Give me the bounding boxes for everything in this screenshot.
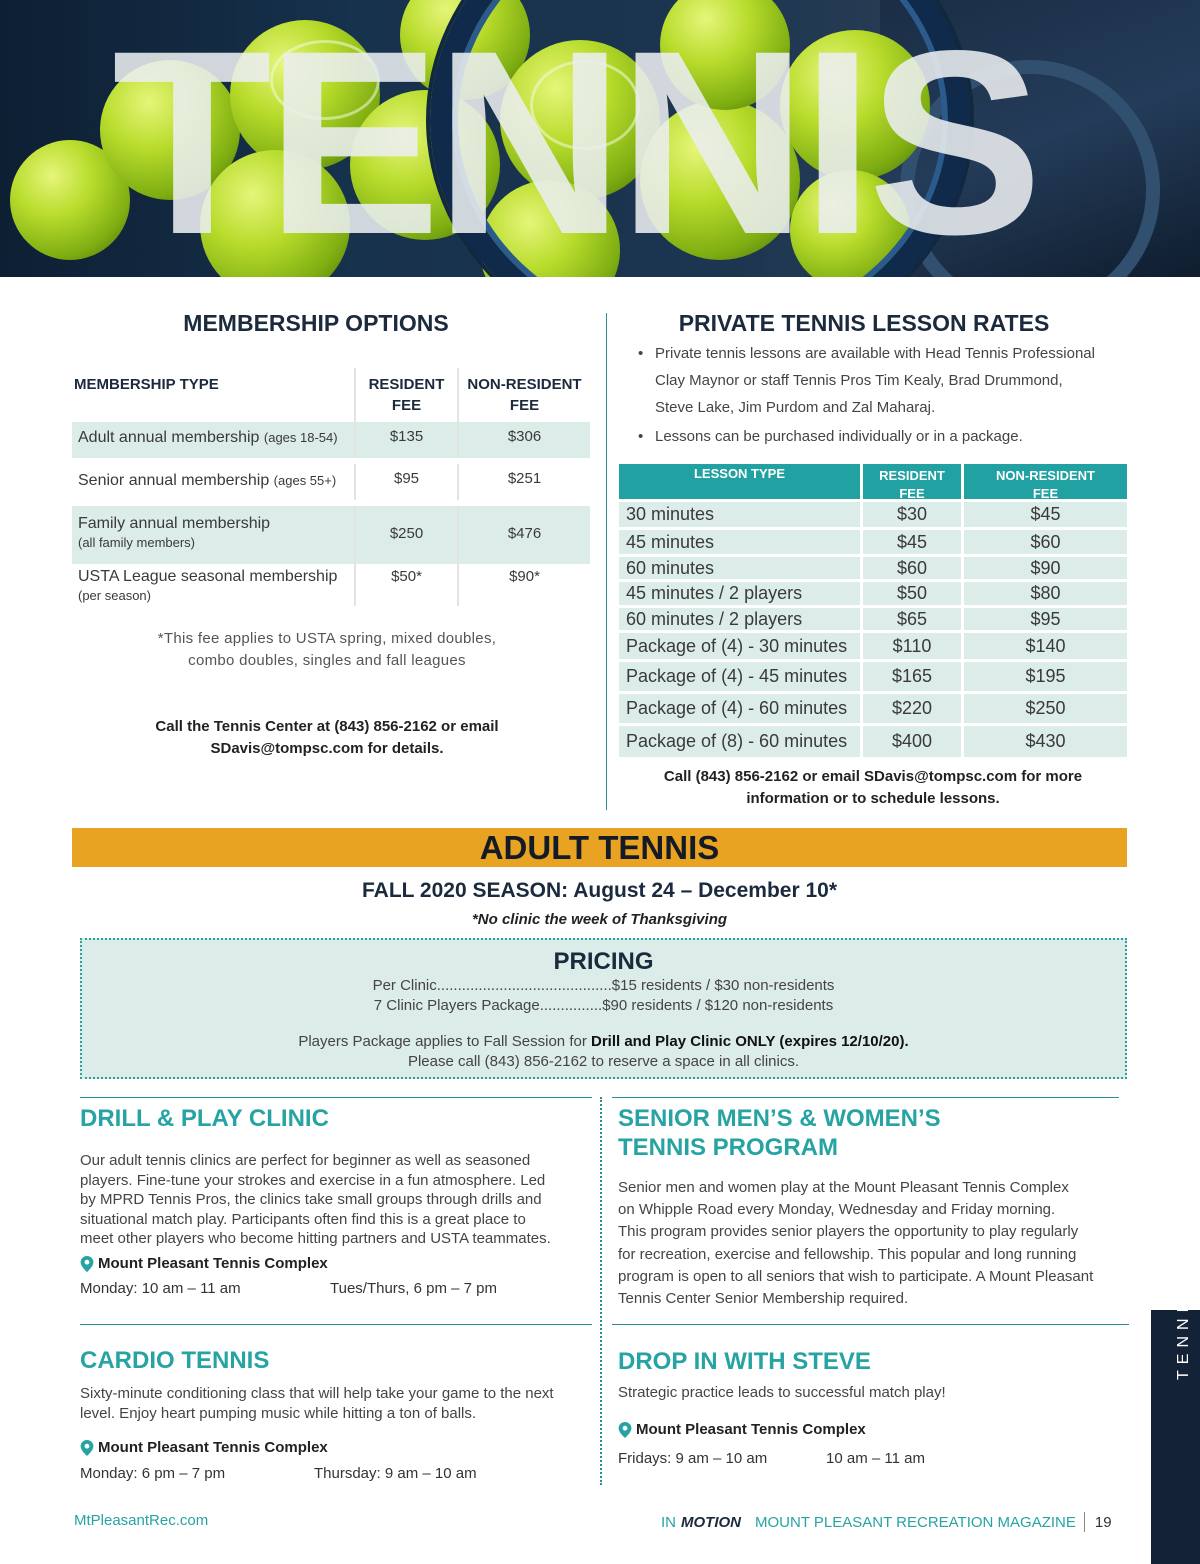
membership-name-text: Senior annual membership (78, 472, 270, 489)
membership-contact (72, 716, 582, 760)
lesson-type: 60 minutes / 2 players (626, 609, 803, 629)
text-line: Tennis Center Senior Membership required. (618, 1290, 909, 1308)
contact-line: Call (843) 856-2162 or email SDavis@tompsc.com for more (663, 768, 1083, 785)
membership-footnote (72, 628, 582, 672)
resident-fee: $110 (860, 633, 961, 659)
location-text: Mount Pleasant Tennis Complex (636, 1421, 866, 1438)
lessons-bullet (638, 340, 1128, 421)
adult-tennis-banner (72, 828, 1127, 867)
bullet-line: • Private tennis lessons are available with Head Tennis Professional (655, 345, 1095, 362)
lesson-type: Package of (8) - 60 minutes (626, 731, 848, 751)
contact-line: information or to schedule lessons. (746, 790, 1000, 807)
cardio-tennis-title: CARDIO TENNIS (80, 1347, 270, 1374)
drill-schedule-2: Tues/Thurs, 6 pm – 7 pm (330, 1280, 498, 1297)
table-row (619, 723, 1127, 757)
membership-detail: (ages 55+) (273, 473, 337, 488)
senior-program-title (618, 1104, 941, 1162)
location-text: Mount Pleasant Tennis Complex (98, 1255, 328, 1272)
resident-fee: $60 (860, 557, 961, 579)
header-nonresident-fee (961, 464, 1127, 499)
nonresident-fee: $90* (457, 564, 590, 606)
drill-location (80, 1255, 328, 1272)
resident-fee: $30 (860, 502, 961, 527)
nonresident-fee: $306 (457, 422, 590, 458)
contact-line: SDavis@tompsc.com for details. (210, 740, 444, 757)
resident-fee: $135 (354, 422, 457, 458)
nonresident-fee: $45 (961, 502, 1127, 527)
membership-detail: (ages 18-54) (263, 430, 338, 445)
cardio-description (80, 1384, 590, 1423)
header-nonresident-l2: FEE (1032, 486, 1059, 501)
drill-schedule-1: Monday: 10 am – 11 am (80, 1280, 241, 1297)
membership-row-senior (72, 464, 590, 500)
hero-banner (0, 0, 1200, 277)
lessons-bullets (638, 340, 1128, 452)
pricing-line: 7 Clinic Players Package...............$90 residents / $120 non-residents (373, 997, 834, 1014)
header-lesson-type: LESSON TYPE (693, 466, 786, 481)
table-row (619, 605, 1127, 630)
lesson-type: 45 minutes (626, 532, 715, 552)
membership-name (72, 506, 354, 564)
drop-in-schedule-2: 10 am – 11 am (826, 1450, 925, 1467)
table-row (619, 691, 1127, 723)
spacer (82, 1016, 1125, 1032)
contact-line: Call the Tennis Center at (843) 856-2162 or email (155, 718, 499, 735)
footer-website-link[interactable]: MtPleasantRec.com (74, 1512, 209, 1529)
text-line: level. Enjoy heart pumping music while hitting a ton of balls. (80, 1404, 477, 1422)
membership-table (72, 368, 590, 606)
footer-in: IN (661, 1513, 676, 1531)
drop-in-title: DROP IN WITH STEVE (618, 1348, 871, 1375)
map-pin-icon (80, 1440, 94, 1456)
location-text: Mount Pleasant Tennis Complex (98, 1439, 328, 1456)
footnote-line: combo doubles, singles and fall leagues (188, 652, 466, 669)
text-line: by MPRD Tennis Pros, the clinics take small groups through drills and (80, 1191, 542, 1208)
resident-fee: $400 (860, 726, 961, 757)
nonresident-fee: $251 (457, 464, 590, 500)
senior-program-description (618, 1177, 1118, 1310)
membership-name (72, 422, 354, 458)
pricing-box (80, 938, 1127, 1079)
footer-separator (1084, 1512, 1085, 1532)
footer-magazine-name: MOUNT PLEASANT RECREATION MAGAZINE (755, 1513, 1076, 1531)
membership-title: MEMBERSHIP OPTIONS (183, 310, 449, 336)
side-tab-label: TENNIS (1175, 1285, 1192, 1380)
header-resident-l1: RESIDENT (368, 376, 445, 393)
pricing-line (82, 1032, 1125, 1052)
membership-detail: (all family members) (78, 535, 196, 550)
text-line: Our adult tennis clinics are perfect for beginner as well as seasoned (80, 1152, 531, 1169)
membership-row-usta (72, 564, 590, 606)
adult-tennis-title: ADULT TENNIS (479, 829, 720, 866)
table-row (619, 659, 1127, 691)
text-line: meet other players who become hitting partners and USTA teammates. (80, 1230, 551, 1247)
resident-fee: $165 (860, 662, 961, 691)
divider (612, 1324, 1129, 1325)
nonresident-fee: $140 (961, 633, 1127, 659)
cardio-location (80, 1439, 328, 1456)
nonresident-fee: $430 (961, 726, 1127, 757)
table-row (619, 527, 1127, 554)
resident-fee: $50 (860, 582, 961, 605)
lesson-type: Package of (4) - 45 minutes (626, 666, 848, 686)
bullet-line: Clay Maynor or staff Tennis Pros Tim Kealy, Brad Drummond, (655, 372, 1063, 389)
lesson-type: 45 minutes / 2 players (626, 583, 803, 603)
text-line: on Whipple Road every Monday, Wednesday and Friday morning. (618, 1201, 1056, 1219)
lessons-table (619, 464, 1127, 757)
header-resident-fee (860, 464, 961, 499)
bullet-line: Steve Lake, Jim Purdom and Zal Maharaj. (655, 399, 936, 416)
footer-motion: MOTION (681, 1513, 741, 1531)
lesson-type: Package of (4) - 60 minutes (626, 698, 848, 718)
nonresident-fee: $195 (961, 662, 1127, 691)
drop-in-schedule-1: Fridays: 9 am – 10 am (618, 1450, 768, 1467)
text-line: players. Fine-tune your strokes and exercise in a fun atmosphere. Led (80, 1171, 546, 1189)
nonresident-fee: $80 (961, 582, 1127, 605)
text-line: program is open to all seniors that wish to participate. A Mount Pleasant (618, 1267, 1094, 1285)
cardio-schedule-2: Thursday: 9 am – 10 am (314, 1465, 477, 1482)
nonresident-fee: $90 (961, 557, 1127, 579)
divider (80, 1097, 592, 1098)
page-number: 19 (1094, 1513, 1112, 1531)
resident-fee: $250 (354, 506, 457, 564)
membership-name (72, 564, 354, 606)
resident-fee: $50* (354, 564, 457, 606)
table-row (619, 554, 1127, 579)
membership-row-family (72, 506, 590, 564)
pricing-line: Per Clinic..........................................$15 residents / $30 non-residents (372, 977, 835, 994)
membership-name-text: Adult annual membership (78, 429, 260, 446)
table-row (619, 499, 1127, 527)
nonresident-fee: $476 (457, 506, 590, 564)
drill-play-title: DRILL & PLAY CLINIC (80, 1105, 329, 1132)
title-line: TENNIS PROGRAM (618, 1134, 839, 1161)
resident-fee: $95 (354, 464, 457, 500)
drill-play-description (80, 1151, 590, 1249)
header-membership-type: MEMBERSHIP TYPE (74, 376, 219, 393)
membership-name-text: Family annual membership (78, 515, 271, 532)
header-nonresident-l2: FEE (509, 397, 540, 414)
nonresident-fee: $60 (961, 530, 1127, 554)
resident-fee: $65 (860, 608, 961, 630)
lesson-type: 60 minutes (626, 558, 715, 578)
header-resident-l1: RESIDENT (879, 468, 945, 483)
divider (612, 1097, 1119, 1098)
hero-title: TENNIS (112, 0, 1037, 277)
membership-row-adult (72, 422, 590, 458)
membership-table-header (72, 368, 590, 422)
header-nonresident-l1: NON-RESIDENT (996, 468, 1095, 483)
lessons-table-header (619, 464, 1127, 499)
header-resident-l2: FEE (391, 397, 422, 414)
text-line: situational match play. Participants often find this is a great place to (80, 1210, 526, 1228)
lesson-type: Package of (4) - 30 minutes (626, 636, 848, 656)
season-note: *No clinic the week of Thanksgiving (471, 911, 728, 928)
cardio-schedule-1: Monday: 6 pm – 7 pm (80, 1465, 226, 1482)
pricing-bold-text: Drill and Play Clinic ONLY (expires 12/10/20). (591, 1033, 909, 1050)
footnote-line: *This fee applies to USTA spring, mixed doubles, (157, 630, 497, 647)
column-divider (606, 313, 607, 810)
pricing-title: PRICING (553, 948, 654, 975)
map-pin-icon (80, 1256, 94, 1272)
lessons-title: PRIVATE TENNIS LESSON RATES (678, 310, 1050, 336)
lessons-bullet: • Lessons can be purchased individually or in a package. (638, 423, 1128, 450)
resident-fee: $45 (860, 530, 961, 554)
drop-in-location (618, 1421, 866, 1438)
header-resident-fee (354, 368, 457, 422)
map-pin-icon (618, 1422, 632, 1438)
season-heading: FALL 2020 SEASON: August 24 – December 10* (361, 879, 837, 902)
resident-fee: $220 (860, 694, 961, 723)
lessons-contact (619, 766, 1127, 810)
table-row (619, 579, 1127, 605)
membership-detail: (per season) (78, 588, 151, 603)
column-divider (600, 1097, 602, 1485)
drop-in-description: Strategic practice leads to successful match play! (618, 1384, 946, 1401)
text-line: Senior men and women play at the Mount Pleasant Tennis Complex (618, 1179, 1069, 1196)
section-side-tab (1151, 1285, 1200, 1564)
divider (80, 1324, 592, 1325)
membership-name (72, 464, 354, 500)
pricing-text: Players Package applies to Fall Session for (298, 1033, 591, 1050)
pricing-line: Please call (843) 856-2162 to reserve a space in all clinics. (407, 1053, 800, 1070)
membership-name-text: USTA League seasonal membership (78, 568, 338, 585)
lesson-type: 30 minutes (626, 504, 715, 524)
text-line: for recreation, exercise and fellowship. This popular and long running (618, 1245, 1077, 1263)
header-nonresident-l1: NON-RESIDENT (467, 376, 582, 393)
table-row (619, 630, 1127, 659)
title-line: SENIOR MEN’S & WOMEN’S (618, 1105, 941, 1132)
footer-magazine (661, 1512, 1112, 1532)
text-line: Sixty-minute conditioning class that will help take your game to the next (80, 1385, 554, 1402)
nonresident-fee: $250 (961, 694, 1127, 723)
header-resident-l2: FEE (899, 486, 925, 501)
header-nonresident-fee (457, 368, 590, 422)
text-line: This program provides senior players the opportunity to play regularly (618, 1223, 1079, 1241)
nonresident-fee: $95 (961, 608, 1127, 630)
